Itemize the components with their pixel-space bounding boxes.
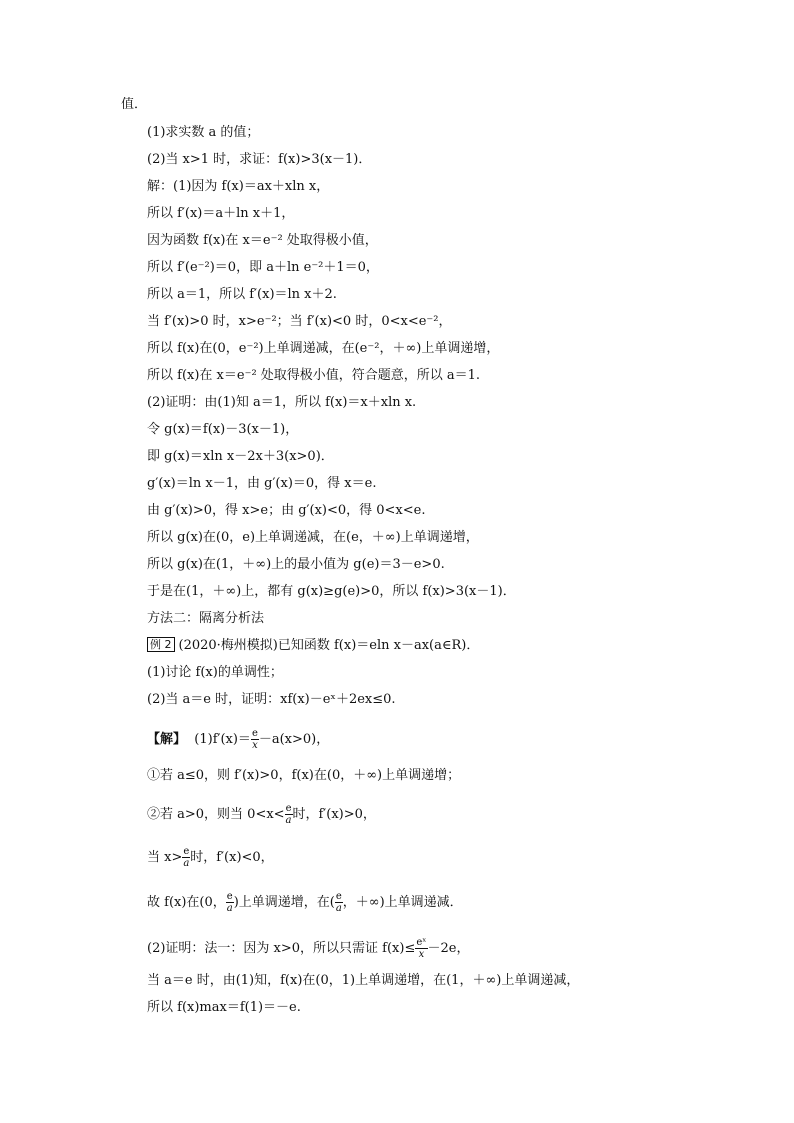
text-line: 所以 f′(e⁻²)＝0，即 a＋ln e⁻²＋1＝0，: [147, 260, 379, 275]
section-heading: 方法二：隔离分析法: [147, 611, 265, 626]
text-line: (1)讨论 f(x)的单调性；: [147, 665, 283, 680]
formula-text: ②若 a>0，则当 0<x<: [147, 807, 285, 822]
formula-text: ，＋∞)上单调递减．: [342, 895, 463, 910]
text-line: 所以 g(x)在(1，＋∞)上的最小值为 g(e)＝3－e>0.: [147, 557, 445, 572]
fraction: $\frac{e}{a}$: [226, 891, 233, 914]
text-line: 所以 f(x)在 x＝e⁻² 处取得极小值，符合题意，所以 a＝1.: [147, 368, 481, 383]
text-line: 所以 g(x)在(0，e)上单调递减，在(e，＋∞)上单调递增，: [147, 530, 479, 545]
example-tag: 例 2: [147, 637, 175, 652]
proof-line: [147, 937, 469, 960]
text-line: 即 g(x)＝xln x－2x＋3(x>0)．: [147, 449, 334, 464]
formula-text: 时，f′(x)<0，: [190, 850, 274, 865]
fraction: $\frac{\text{eˣ}}{x}$: [416, 937, 427, 960]
case-line: [147, 846, 274, 869]
fraction: $\frac{e}{a}$: [285, 803, 292, 826]
text-line: (1)求实数 a 的值；: [147, 125, 260, 140]
fraction: $\frac{e}{x}$: [251, 728, 258, 751]
text-line: 当 f′(x)>0 时，x>e⁻²；当 f′(x)<0 时，0<x<e⁻²，: [147, 314, 452, 329]
text-line: 所以 f(x)max＝f(1)＝－e.: [147, 1000, 301, 1015]
formula-text: (1)f′(x)＝: [194, 732, 251, 747]
text-line: 于是在(1，＋∞)上，都有 g(x)≥g(e)>0，所以 f(x)>3(x－1)．: [147, 584, 516, 599]
text-line: 所以 a＝1，所以 f′(x)＝ln x＋2.: [147, 287, 337, 302]
example-line: [147, 637, 479, 655]
formula-text: －2e，: [427, 941, 470, 956]
fraction: $\frac{e}{a}$: [335, 891, 342, 914]
formula-text: 时，f′(x)>0，: [292, 807, 376, 822]
formula-text: 故 f(x)在(0，: [147, 895, 226, 910]
conclusion-line: [147, 891, 463, 914]
text-line: 令 g(x)＝f(x)－3(x－1)，: [147, 422, 299, 437]
text-line: 解：(1)因为 f(x)＝ax＋xln x，: [147, 179, 330, 194]
text-line: 当 a＝e 时，由(1)知，f(x)在(0，1)上单调递增，在(1，＋∞)上单调递减，: [147, 973, 580, 988]
text-line: g′(x)＝ln x－1，由 g′(x)＝0，得 x＝e.: [147, 476, 377, 491]
text-line: 因为函数 f(x)在 x＝e⁻² 处取得极小值，: [147, 233, 378, 248]
formula-text: )上单调递增，在(: [233, 895, 335, 910]
fraction: $\frac{e}{a}$: [183, 846, 190, 869]
text-line: (2)当 x>1 时，求证：f(x)>3(x－1)．: [147, 152, 372, 167]
formula-text: －a(x>0)，: [258, 732, 330, 747]
text-line: ①若 a≤0，则 f′(x)>0，f(x)在(0，＋∞)上单调递增；: [147, 768, 461, 783]
text-line: (2)当 a＝e 时，证明：xf(x)－eˣ＋2ex≤0.: [147, 692, 396, 707]
text-line: 由 g′(x)>0，得 x>e；由 g′(x)<0，得 0<x<e.: [147, 503, 426, 518]
solution-derivative-line: [147, 728, 329, 751]
solution-heading: 【解】: [147, 732, 187, 747]
formula-text: (2)证明：法一：因为 x>0，所以只需证 f(x)≤: [147, 941, 416, 956]
formula-text: 当 x>: [147, 850, 183, 865]
case-line: [147, 803, 376, 826]
example-text: (2020·梅州模拟)已知函数 f(x)＝eln x－ax(a∈R)．: [178, 638, 480, 653]
text-line: 值．: [121, 97, 148, 112]
text-line: (2)证明：由(1)知 a＝1，所以 f(x)＝x＋xln x.: [147, 395, 417, 410]
text-line: 所以 f′(x)＝a＋ln x＋1，: [147, 206, 295, 221]
text-line: 所以 f(x)在(0，e⁻²)上单调递减，在(e⁻²，＋∞)上单调递增，: [147, 341, 500, 356]
